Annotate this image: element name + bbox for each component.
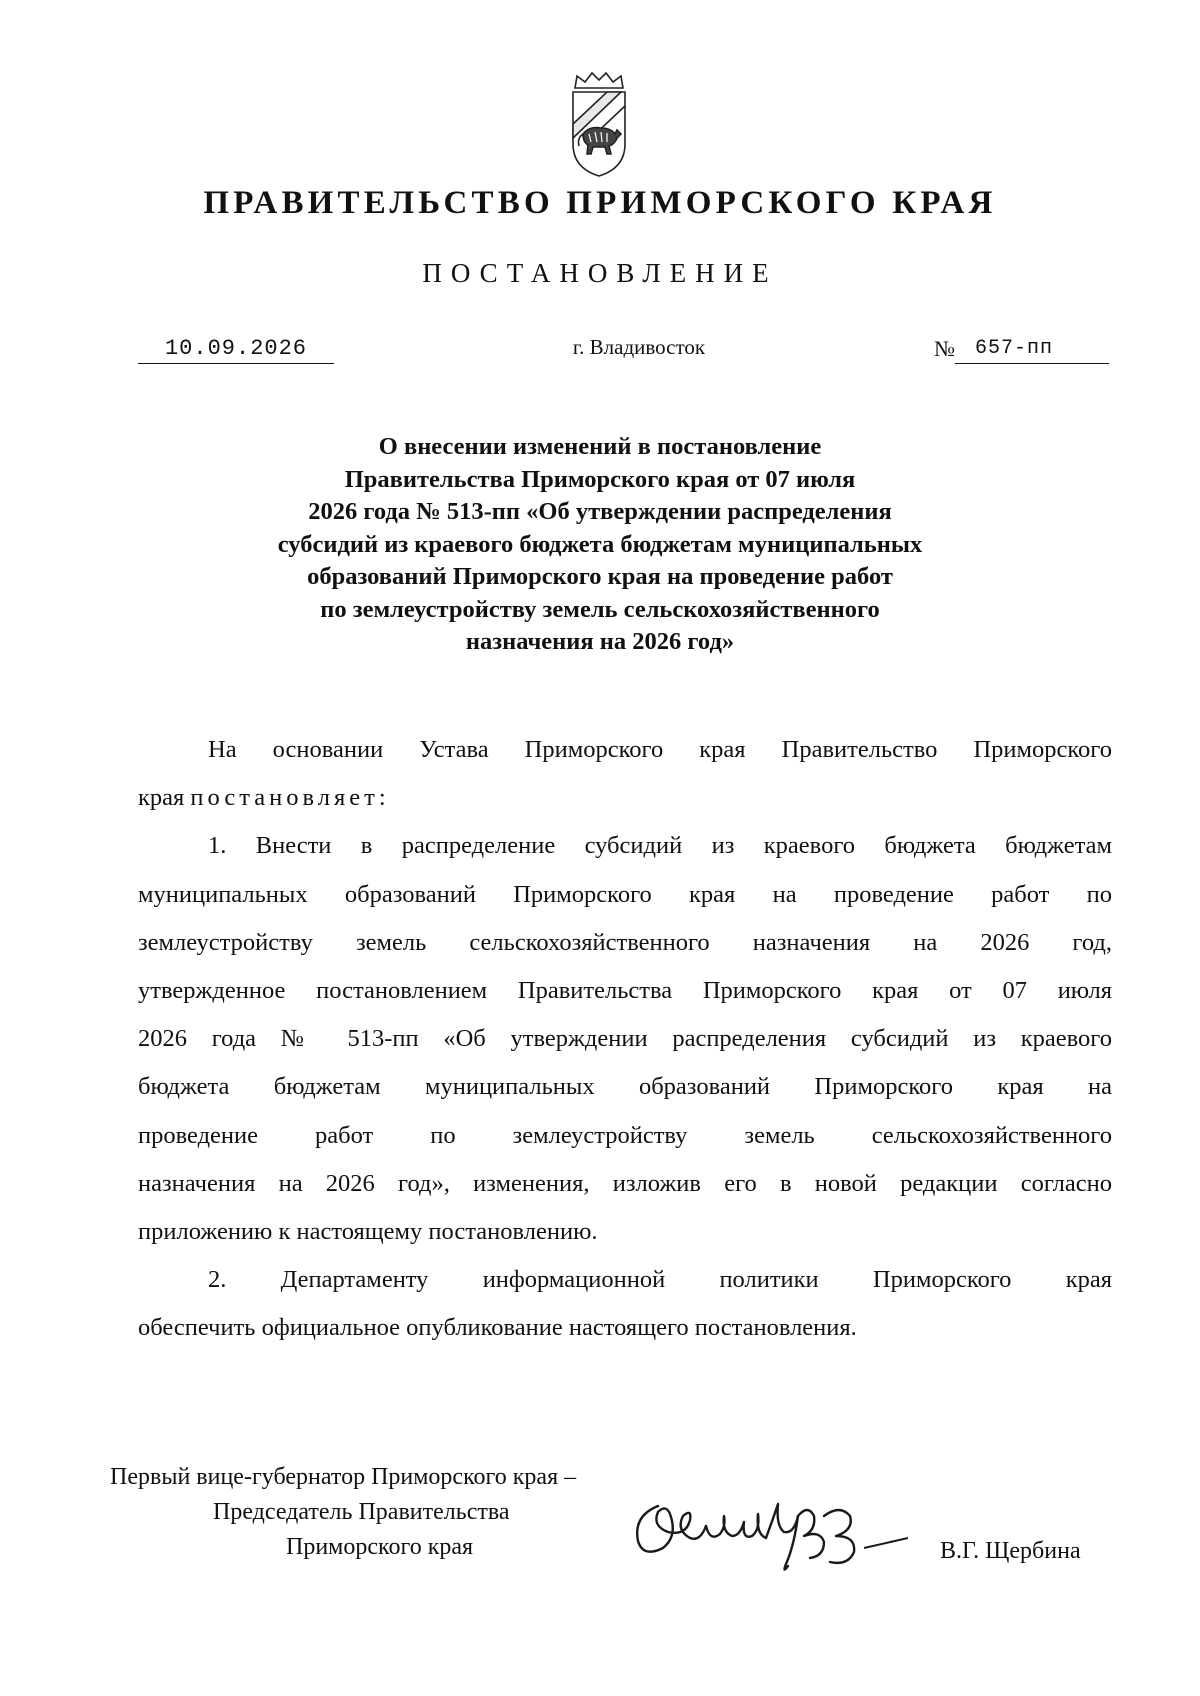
preamble-line [138,774,1112,822]
decree-word: постановляет: [190,784,390,812]
document-number: 657-пп [955,335,1109,364]
heading-line: субсидий из краевого бюджета бюджетам муниципальных [277,530,923,558]
preamble-line: На основании Устава Приморского края Правительство Приморского [208,736,1112,763]
item-2-line: 2. Департаменту информационной политики Приморского края [208,1266,1112,1294]
item-1-line: бюджета бюджетам муниципальных образований Приморского края на [138,1073,1112,1101]
heading-line: назначения на 2026 год» [465,628,735,655]
document-city: г. Владивосток [572,335,706,359]
heading-line: образований Приморского края на проведение работ [307,563,893,590]
item-2-paragraph [138,1256,1112,1352]
signer-name: В.Г. Щербина [940,1538,1081,1564]
preamble-paragraph [138,726,1112,822]
item-1-line: проведение работ по землеустройству земель сельскохозяйственного [138,1121,1112,1149]
government-title: ПРАВИТЕЛЬСТВО ПРИМОРСКОГО КРАЯ [203,185,997,221]
coat-of-arms-emblem [567,72,631,180]
item-1-line: приложению к настоящему постановлению. [138,1218,598,1246]
document-type: ПОСТАНОВЛЕНИЕ [422,258,778,288]
preamble-text: края [138,784,191,812]
decree-heading [200,431,1000,659]
item-1-line: утвержденное постановлением Правительства Приморского края от 07 июля [138,977,1112,1005]
item-1-line: 2026 года № 513-пп «Об утверждении распределения субсидий из краевого [138,1025,1112,1053]
handwritten-signature [628,1486,908,1576]
item-1-line: муниципальных образований Приморского края на проведение работ по [138,880,1112,908]
heading-line: О внесении изменений в постановление [378,433,822,460]
position-line: Первый вице-губернатор Приморского края – [110,1464,577,1490]
heading-line: по землеустройству земель сельскохозяйственного [320,595,880,623]
item-1-paragraph [138,822,1112,1256]
item-2-line: обеспечить официальное опубликование настоящего постановления. [138,1314,857,1342]
item-1-line: назначения на 2026 год», изменения, изложив его в новой редакции согласно [138,1169,1112,1197]
item-1-line: землеустройству земель сельскохозяйственного назначения на 2026 год, [138,928,1112,956]
item-1-line: 1. Внести в распределение субсидий из краевого бюджета бюджетам [208,832,1112,860]
number-sign: № [934,336,955,361]
position-line: Председатель Правительства [213,1499,510,1525]
heading-line: 2026 года № 513-пп «Об утверждении распределения [308,498,892,525]
position-line: Приморского края [286,1534,474,1560]
heading-line: Правительства Приморского края от 07 июля [344,465,856,493]
document-date: 10.09.2026 [138,335,334,364]
decree-body [138,726,1112,1353]
